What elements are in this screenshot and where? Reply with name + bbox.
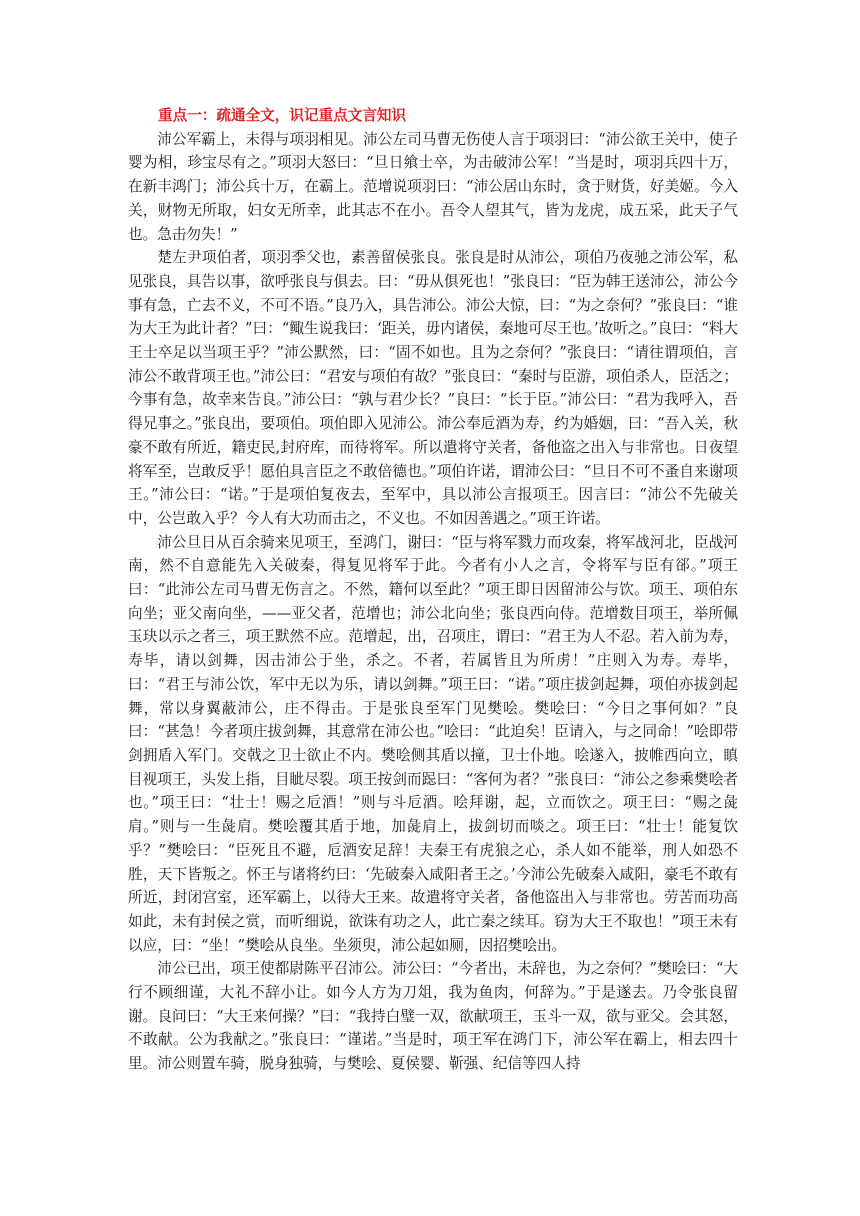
paragraph-1: 沛公军霸上，未得与项羽相见。沛公左司马曹无伤使人言于项羽曰：“沛公欲王关中，使子婴为相，珍宝尽有之。”项羽大怒曰：“旦日飨士卒，为击破沛公军！”当是时，项羽兵四十万，在新丰鸿门；沛公兵十万，在霸上。范增说项羽曰：“沛公居山东时，贪于财货，好美姬。今入关，财物无所取，妇女无所幸，此其志不在小。吾令人望其气，皆为龙虎，成五采，此天子气也。急击勿失！” xyxy=(128,130,738,243)
document-body xyxy=(128,104,738,1076)
paragraph-4: 沛公已出，项王使都尉陈平召沛公。沛公曰：“今者出，未辞也，为之奈何？”樊哙曰：“大行不顾细谨，大礼不辞小让。如今人方为刀俎，我为鱼肉，何辞为。”于是遂去。乃令张良留谢。良问曰：“大王来何操？”曰：“我持白璧一双，欲献项王，玉斗一双，欲与亚父。会其怒，不敢献。公为我献之。”张良曰：“谨诺。”当是时，项王军在鸿门下，沛公军在霸上，相去四十里。沛公则置车骑，脱身独骑，与樊哙、夏侯婴、靳强、纪信等四人持 xyxy=(128,960,738,1073)
paragraph-3: 沛公旦日从百余骑来见项王，至鸿门，谢曰：“臣与将军戮力而攻秦，将军战河北，臣战河南，然不自意能先入关破秦，得复见将军于此。今者有小人之言，令将军与臣有郤。”项王曰：“此沛公左司马曹无伤言之。不然，籍何以至此？”项王即日因留沛公与饮。项王、项伯东向坐；亚父南向坐，——亚父者，范增也；沛公北向坐；张良西向侍。范增数目项王，举所佩玉玦以示之者三，项王默然不应。范增起，出，召项庄，谓曰：“君王为人不忍。若入前为寿，寿毕，请以剑舞，因击沛公于坐，杀之。不者，若属皆且为所虏！”庄则入为寿。寿毕，曰：“君王与沛公饮，军中无以为乐，请以剑舞。”项王曰：“诺。”项庄拔剑起舞，项伯亦拔剑起舞，常以身翼蔽沛公，庄不得击。于是张良至军门见樊哙。樊哙曰：“今日之事何如？”良曰：“甚急！今者项庄拔剑舞，其意常在沛公也。”哙曰：“此迫矣！臣请入，与之同命！”哙即带剑拥盾入军门。交戟之卫士欲止不内。樊哙侧其盾以撞，卫士仆地。哙遂入，披帷西向立，瞋目视项王，头发上指，目眦尽裂。项王按剑而跽曰：“客何为者？”张良曰：“沛公之参乘樊哙者也。”项王曰：“壮士！赐之卮酒！”则与斗卮酒。哙拜谢，起，立而饮之。项王曰：“赐之彘肩。”则与一生彘肩。樊哙覆其盾于地，加彘肩上，拔剑切而啖之。项王曰：“壮士！能复饮乎？”樊哙曰：“臣死且不避，卮酒安足辞！夫秦王有虎狼之心，杀人如不能举，刑人如恐不胜，天下皆叛之。怀王与诸将约曰：‘先破秦入咸阳者王之。’今沛公先破秦入咸阳，豪毛不敢有所近，封闭宫室，还军霸上，以待大王来。故遣将守关者，备他盗出入与非常也。劳苦而功高如此，未有封侯之赏，而听细说，欲诛有功之人，此亡秦之续耳。窃为大王不取也！”项王未有以应，曰：“坐！”樊哙从良坐。坐须臾，沛公起如厕，因招樊哙出。 xyxy=(128,533,738,954)
section-heading: 重点一：疏通全文，识记重点文言知识 xyxy=(158,107,407,124)
paragraph-2: 楚左尹项伯者，项羽季父也，素善留侯张良。张良是时从沛公，项伯乃夜驰之沛公军，私见张良，具告以事，欲呼张良与俱去。曰：“毋从俱死也！”张良曰：“臣为韩王送沛公，沛公今事有急，亡去不义，不可不语。”良乃入，具告沛公。沛公大惊，曰：“为之奈何？”张良曰：“谁为大王为此计者？”曰：“鲰生说我曰：‘距关，毋内诸侯，秦地可尽王也。’故听之。”良曰：“料大王士卒足以当项王乎？”沛公默然，曰：“固不如也。且为之奈何？”张良曰：“请往谓项伯，言沛公不敢背项王也。”沛公曰：“君安与项伯有故？”张良曰：“秦时与臣游，项伯杀人，臣活之；今事有急，故幸来告良。”沛公曰：“孰与君少长？”良曰：“长于臣。”沛公曰：“君为我呼入，吾得兄事之。”张良出，要项伯。项伯即入见沛公。沛公奉卮酒为寿，约为婚姻，曰：“吾入关，秋豪不敢有所近，籍吏民,封府库，而待将军。所以遣将守关者，备他盗之出入与非常也。日夜望将军至，岂敢反乎！愿伯具言臣之不敢倍德也。”项伯许诺，谓沛公曰：“旦日不可不蚤自来谢项王。”沛公曰：“诺。”于是项伯复夜去，至军中，具以沛公言报项王。因言曰：“沛公不先破关中，公岂敢入乎？今人有大功而击之，不义也。不如因善遇之。”项王许诺。 xyxy=(128,249,738,527)
